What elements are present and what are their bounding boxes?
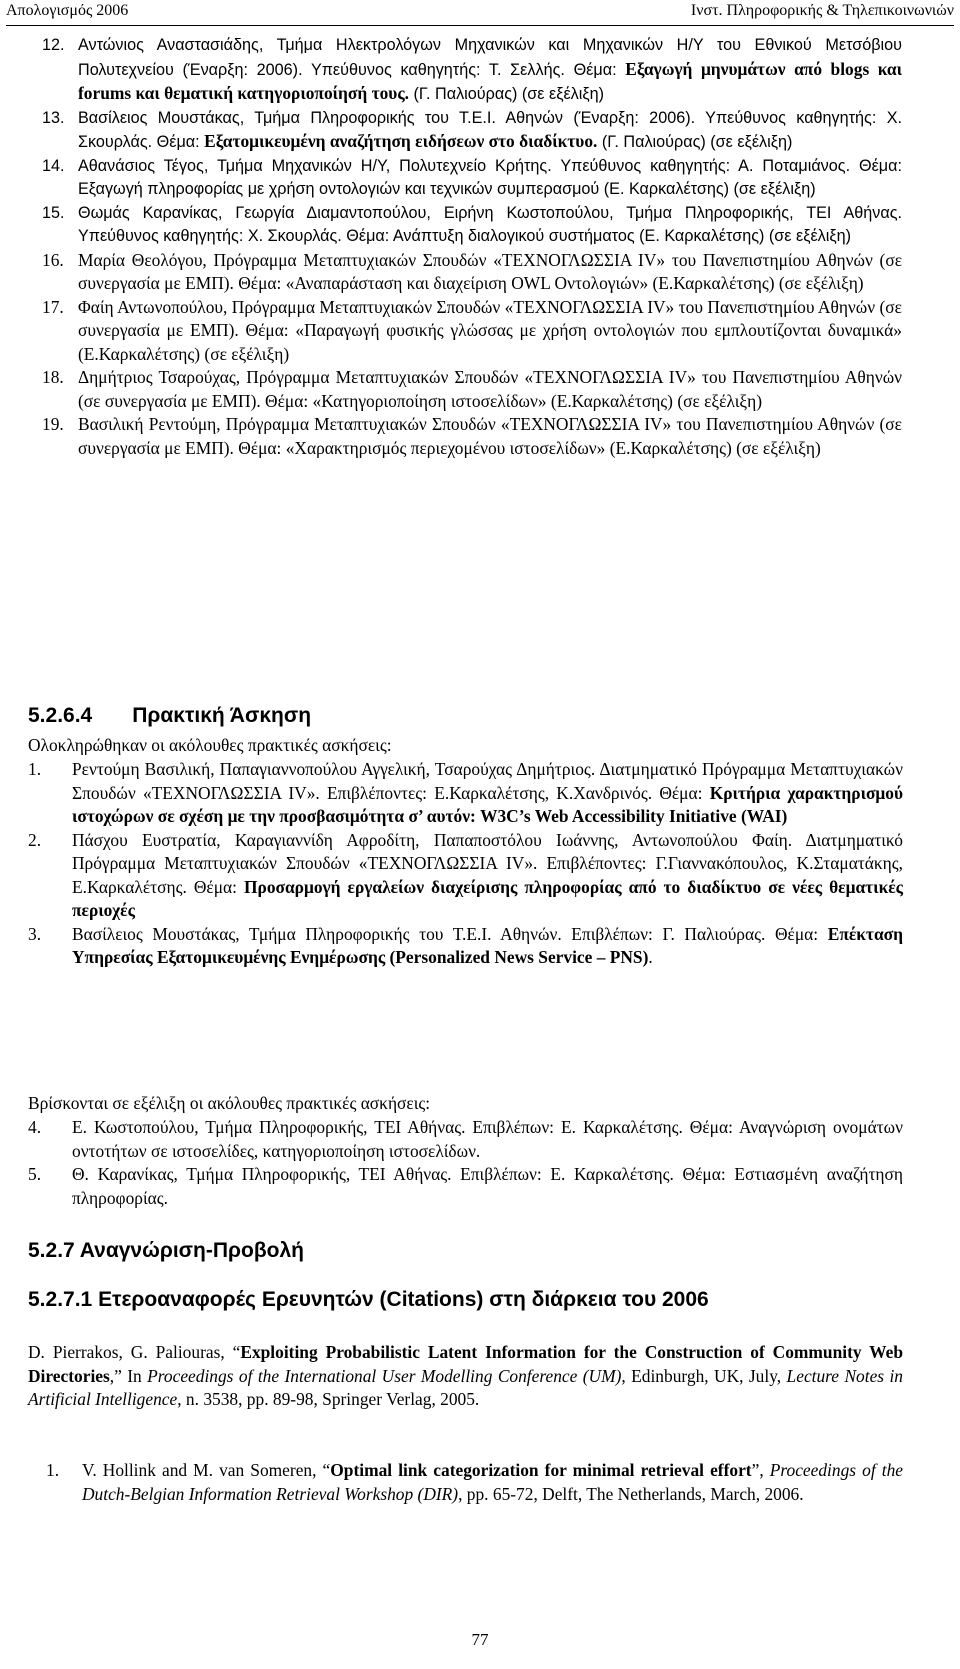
list-item bbox=[42, 202, 902, 249]
list-item bbox=[28, 829, 903, 923]
item-number: 1. bbox=[28, 759, 42, 779]
text-run: Βασιλική Ρεντούμη, Πρόγραμμα Μεταπτυχιακών Σπουδών «ΤΕΧΝΟΓΛΩΣΣΙΑ IV» του Πανεπιστημίου Αθηνών (σε συνεργασία με ΕΜΠ). Θέμα: «Χαρακτηρισμός περιεχομένου ιστοσελίδων» (Ε.Καρκαλέτσης) (σε εξέλιξη) bbox=[78, 414, 902, 458]
item-number: 16. bbox=[42, 249, 64, 270]
item-number: 5. bbox=[28, 1164, 42, 1184]
item-number: 14. bbox=[42, 156, 65, 175]
text-run: . bbox=[648, 947, 653, 967]
text-run: Αντώνιος Αναστασιάδης, Τμήμα Ηλεκτρολόγων Μηχανικών και Μηχανικών Η/Υ του Εθνικού Μετσόβιου Πολυτεχνείου (Έναρξη: 2006). Υπεύθυνος καθηγητής: Τ. Σελλής. Θέμα: bbox=[78, 36, 902, 79]
list-item bbox=[46, 1459, 903, 1506]
header-rule bbox=[6, 25, 954, 26]
item-number: 15. bbox=[42, 203, 65, 222]
bold-text: Προσαρμογή εργαλείων διαχείρισης πληροφορίας από το διαδίκτυο σε νέες θεματικές περιοχές bbox=[72, 876, 903, 920]
bold-text: Exploiting Probabilistic Latent Information for the Construction of Community Web Directories bbox=[28, 1342, 903, 1386]
list-item bbox=[28, 1163, 903, 1210]
reference-paragraph bbox=[28, 1341, 903, 1412]
item-number: 3. bbox=[28, 923, 42, 944]
ongoing-practicals-list bbox=[28, 1116, 903, 1210]
page-number: 77 bbox=[471, 1630, 489, 1649]
text-run: (Γ. Παλιούρας) (σε εξέλιξη) bbox=[597, 133, 793, 151]
italic-text: Proceedings of the International User Modelling Conference (UM) bbox=[147, 1365, 622, 1386]
text-run: ”, bbox=[751, 1460, 770, 1480]
list-item bbox=[42, 155, 902, 202]
item-number: 17. bbox=[42, 296, 64, 317]
list-item bbox=[42, 366, 902, 413]
citations-heading-number: 5.2.7.1 bbox=[28, 1288, 93, 1311]
list-item bbox=[28, 923, 903, 970]
item-number: 12. bbox=[42, 36, 65, 54]
item-number: 18. bbox=[42, 367, 64, 387]
italic-text: Lecture Notes in Artificial Intelligence bbox=[28, 1365, 904, 1409]
practical-heading-number: 5.2.6.4 bbox=[28, 704, 93, 727]
text-run: V. Hollink and M. van Someren, “ bbox=[82, 1460, 331, 1480]
citing-works-list bbox=[46, 1459, 903, 1506]
header-left-title: Απολογισμός 2006 bbox=[6, 2, 129, 19]
list-item bbox=[42, 413, 902, 460]
text-run: , Edinburgh, UK, July, bbox=[621, 1365, 787, 1386]
citations-heading bbox=[28, 1288, 709, 1312]
text-run: (Γ. Παλιούρας) (σε εξέλιξη) bbox=[409, 85, 604, 103]
text-run: Θωμάς Καρανίκας, Γεωργία Διαμαντοπούλου, Ειρήνη Κωστοπούλου, Τμήμα Πληροφορικής, ΤΕΙ Αθήνας. Υπεύθυνος καθηγητής: Χ. Σκουρλάς. Θέμα: Ανάπτυξη διαλογικού συστήματος (Ε. Καρκαλέτσης) (σε εξέλιξη) bbox=[78, 203, 902, 245]
text-run: Μαρία Θεολόγου, Πρόγραμμα Μεταπτυχιακών Σπουδών «ΤΕΧΝΟΓΛΩΣΣΙΑ IV» του Πανεπιστημίου Αθηνών (σε συνεργασία με ΕΜΠ). Θέμα: «Αναπαράσταση και διαχείριση OWL Οντολογιών» (Ε.Καρκαλέτσης) (σε εξέλιξη) bbox=[78, 249, 902, 293]
item-number: 1. bbox=[46, 1460, 60, 1480]
text-run: Ρεντούμη Βασιλική, Παπαγιαννοπούλου Αγγελική, Τσαρούχας Δημήτριος. Διατμηματικό Πρόγραμμα Μεταπτυχιακών Σπουδών «ΤΕΧΝΟΓΛΩΣΣΙΑ IV». Επιβλέποντες: Ε.Καρκαλέτσης, Κ.Χανδρινός. Θέμα: bbox=[72, 759, 903, 803]
theses-list bbox=[42, 34, 902, 460]
text-run: ,” In bbox=[109, 1365, 148, 1386]
item-number: 19. bbox=[42, 414, 64, 434]
bold-text: Κριτήρια χαρακτηρισμού ιστοχώρων σε σχέση με την προσβασιμότητα σ’ αυτόν: W3C’s Web Accessibility Initiative (WAI) bbox=[72, 782, 904, 826]
item-number: 4. bbox=[28, 1117, 42, 1137]
recognition-heading-title: Αναγνώριση-Προβολή bbox=[79, 1239, 305, 1262]
text-run: , n. 3538, pp. 89-98, Springer Verlag, 2005. bbox=[177, 1389, 480, 1409]
text-run: Βασίλειος Μουστάκας, Τμήμα Πληροφορικής του Τ.Ε.Ι. Αθηνών. Επιβλέπων: Γ. Παλιούρας. Θέμα: bbox=[72, 923, 828, 944]
ongoing-intro: Βρίσκονται σε εξέλιξη οι ακόλουθες πρακτικές ασκήσεις: bbox=[28, 1093, 431, 1113]
text-run: Αθανάσιος Τέγος, Τμήμα Μηχανικών Η/Υ, Πολυτεχνείο Κρήτης. Υπεύθυνος καθηγητής: Α. Ποταμιάνος. Θέμα: Εξαγωγή πληροφορίας με χρήση οντολογιών και τεχνικών συμπερασμού (Ε. Καρκαλέτσης) (σε εξέλιξη) bbox=[78, 156, 902, 198]
text-run: Θ. Καρανίκας, Τμήμα Πληροφορικής, ΤΕΙ Αθήνας. Επιβλέπων: Ε. Καρκαλέτσης. Θέμα: Εστιασμένη αναζήτηση πληροφορίας. bbox=[72, 1164, 903, 1208]
practical-heading bbox=[28, 704, 311, 728]
bold-text: Optimal link categorization for minimal retrieval effort bbox=[330, 1460, 752, 1480]
completed-intro: Ολοκληρώθηκαν οι ακόλουθες πρακτικές ασκήσεις: bbox=[28, 735, 392, 755]
citations-heading-title: Ετεροαναφορές Ερευνητών (Citations) στη διάρκεια του 2006 bbox=[98, 1288, 709, 1311]
list-item bbox=[42, 107, 902, 155]
recognition-heading bbox=[28, 1239, 304, 1263]
bold-text: Εξαγωγή μηνυμάτων από blogs και forums και θεματική κατηγοριοποίησή τους. bbox=[78, 58, 902, 103]
practical-heading-title: Πρακτική Άσκηση bbox=[132, 704, 312, 727]
list-item bbox=[42, 249, 902, 296]
list-item bbox=[42, 34, 902, 107]
completed-practicals-list bbox=[28, 758, 903, 970]
page-header bbox=[0, 0, 960, 28]
text-run: Βασίλειος Μουστάκας, Τμήμα Πληροφορικής του Τ.Ε.Ι. Αθηνών (Έναρξη: 2006). Υπεύθυνος καθηγητής: Χ. Σκουρλάς. Θέμα: bbox=[78, 108, 902, 151]
text-run: Πάσχου Ευστρατία, Καραγιαννίδη Αφροδίτη, Παπαποστόλου Ιωάννης, Αντωνοπούλου Φαίη. Διατμηματικό Πρόγραμμα Μεταπτυχιακών Σπουδών «ΤΕΧΝΟΓΛΩΣΣΙΑ IV». Επιβλέποντες: Γ.Γιαννακόπουλος, Κ.Σταματάκης, Ε.Καρκαλέτσης. Θέμα: bbox=[72, 829, 903, 897]
bold-text: Επέκταση Υπηρεσίας Εξατομικευμένης Ενημέρωσης (Personalized News Service – PNS) bbox=[72, 923, 903, 967]
list-item bbox=[28, 758, 903, 829]
header-right-title: Ινστ. Πληροφορικής & Τηλεπικοινωνιών bbox=[690, 2, 954, 19]
text-run: Ε. Κωστοπούλου, Τμήμα Πληροφορικής, ΤΕΙ Αθήνας. Επιβλέπων: Ε. Καρκαλέτσης. Θέμα: Αναγνώριση ονομάτων οντοτήτων σε ιστοσελίδες, κατηγοριοποίηση ιστοσελίδων. bbox=[72, 1117, 903, 1161]
italic-text: Proceedings of the Dutch-Belgian Information Retrieval Workshop (DIR) bbox=[82, 1460, 904, 1504]
text-run: Δημήτριος Τσαρούχας, Πρόγραμμα Μεταπτυχιακών Σπουδών «ΤΕΧΝΟΓΛΩΣΣΙΑ IV» του Πανεπιστημίου Αθηνών (σε συνεργασία με ΕΜΠ). Θέμα: «Κατηγοριοποίηση ιστοσελίδων» (Ε.Καρκαλέτσης) (σε εξέλιξη) bbox=[78, 367, 902, 411]
bold-text: Εξατομικευμένη αναζήτηση ειδήσεων στο διαδίκτυο. bbox=[204, 131, 598, 151]
text-run: , pp. 65-72, Delft, The Netherlands, March, 2006. bbox=[458, 1483, 804, 1504]
item-number: 2. bbox=[28, 829, 42, 850]
text-run: Φαίη Αντωνοπούλου, Πρόγραμμα Μεταπτυχιακών Σπουδών «ΤΕΧΝΟΓΛΩΣΣΙΑ IV» του Πανεπιστημίου Αθηνών (σε συνεργασία με ΕΜΠ). Θέμα: «Παραγωγή φυσικής γλώσσας με χρήση οντολογιών που εμπλουτίζονται δυναμικά» (Ε.Καρκαλέτσης) (σε εξέλιξη) bbox=[78, 296, 902, 364]
recognition-heading-number: 5.2.7 bbox=[28, 1239, 75, 1262]
list-item bbox=[28, 1116, 903, 1163]
item-number: 13. bbox=[42, 108, 65, 127]
list-item bbox=[42, 296, 902, 367]
text-run: D. Pierrakos, G. Paliouras, “ bbox=[28, 1342, 241, 1362]
